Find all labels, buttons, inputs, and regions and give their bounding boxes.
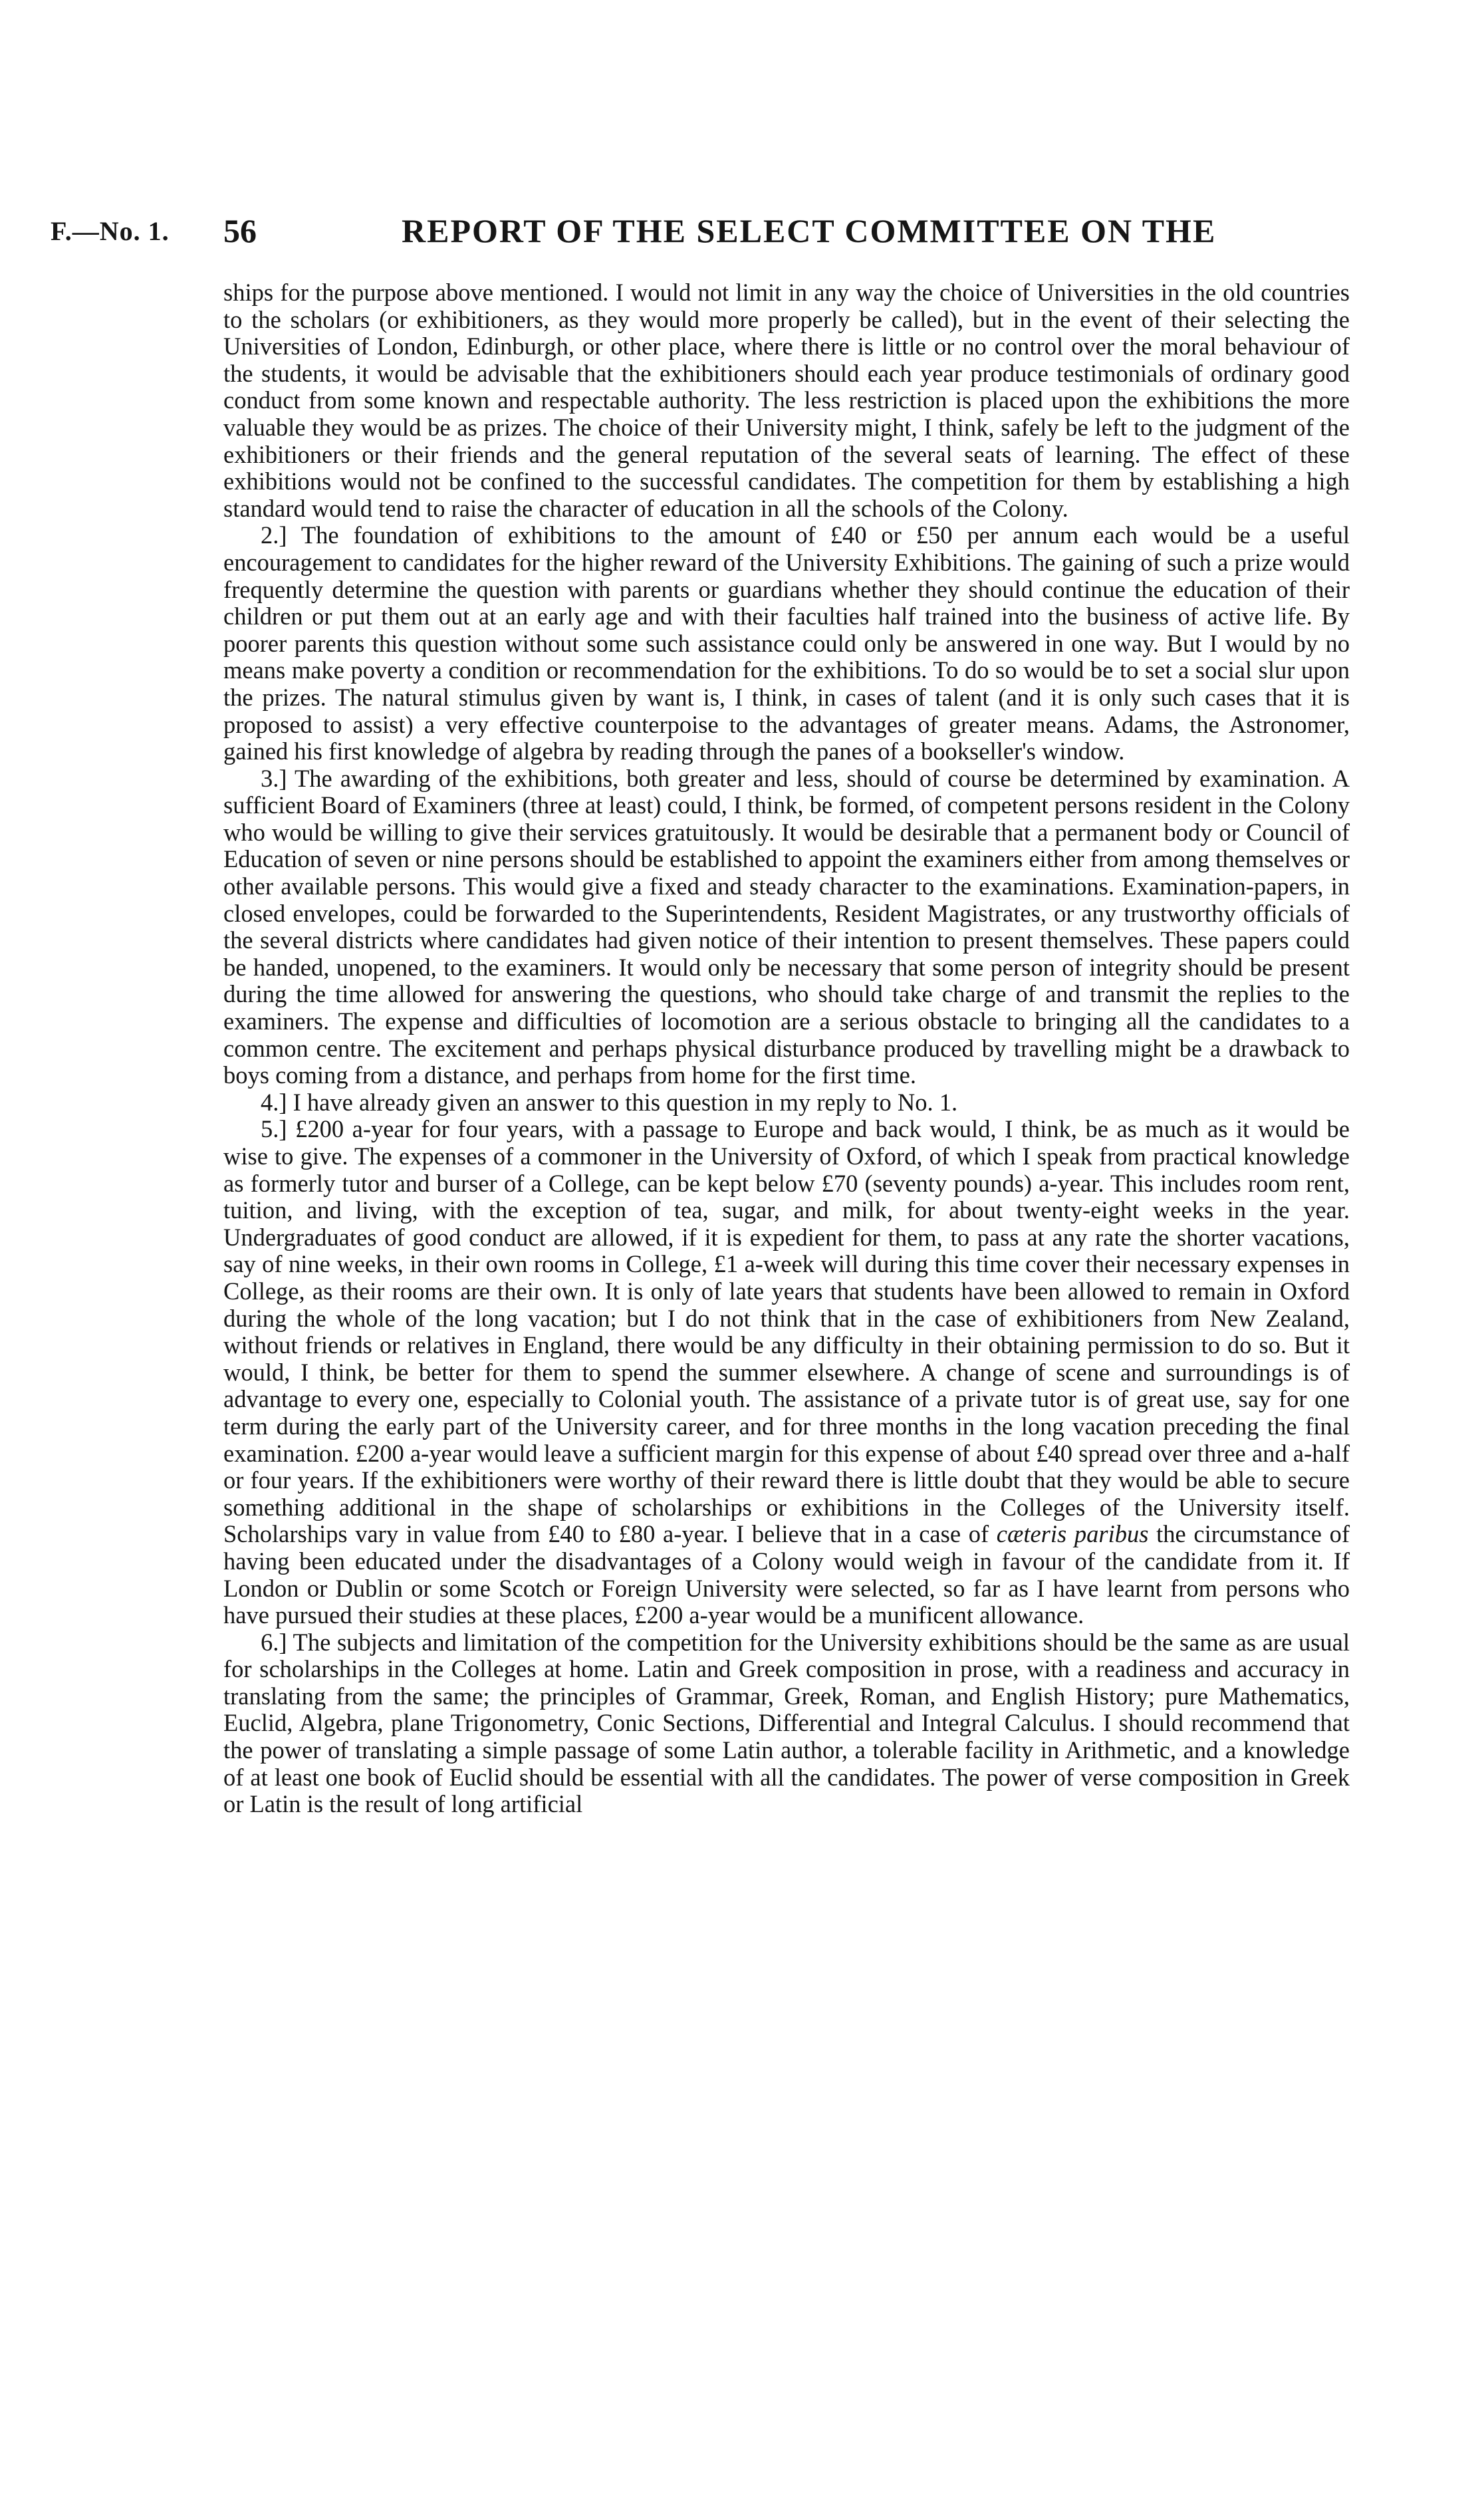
body-text: [223, 279, 1350, 1818]
paragraph-text: The subjects and limitation of the competition for the University exhibitions should be the same as are usual for scholarships in the Colleges at home. Latin and Greek composition in prose, with a readiness and accuracy in translating from the same; the principles of Grammar, Greek, Roman, and English History; pure Mathematics, Euclid, Algebra, plane Trigonometry, Conic Sections, Differential and Integral Calculus. I should recommend that the power of translating a simple passage of some Latin author, a tolerable facility in Arithmetic, and a knowledge of at least one book of Euclid should be essential with all the candidates. The power of verse composition in Greek or Latin is the result of long artificial: [223, 1628, 1350, 1818]
paragraph-number: 4.]: [261, 1088, 287, 1116]
paper-reference: F.—No. 1.: [51, 216, 170, 246]
paragraph-text: I have already given an answer to this question in my reply to No. 1.: [293, 1088, 958, 1116]
running-title: REPORT OF THE SELECT COMMITTEE ON THE: [402, 212, 1217, 249]
paragraph-number: 6.]: [261, 1628, 287, 1656]
paragraph-5: [223, 1116, 1350, 1629]
page-number: 56: [223, 212, 257, 249]
latin-phrase: cæteris paribus: [996, 1520, 1149, 1548]
paragraph-6: [223, 1629, 1350, 1818]
paragraph-text: The foundation of exhibitions to the amount of £40 or £50 per annum each would be a useful encouragement to candidates for the higher reward of the University Exhibitions. The gaining of such a prize would frequently determine the question with parents or guardians whether they should continue the education of their children or put them out at an early age and with their faculties half trained into the business of active life. By poorer parents this question without some such assistance could only be answered in one way. But I would by no means make poverty a condition or recommendation for the exhibitions. To do so would be to set a social slur upon the prizes. The natural stimulus given by want is, I think, in cases of talent (and it is only such cases that it is proposed to assist) a very effective counterpoise to the advantages of greater means. Adams, the Astronomer, gained his first knowledge of algebra by reading through the panes of a bookseller's window.: [223, 521, 1350, 765]
paragraph-number: 5.]: [261, 1115, 287, 1143]
paragraph-3: [223, 765, 1350, 1089]
paragraph-2: [223, 522, 1350, 765]
page-header: [51, 211, 1380, 254]
paragraph-4: [223, 1089, 1350, 1117]
paragraph-text-continued: the circumstance of having been educated under the disadvantages of a Colony would weigh in favour of the candidate from it. If London or Dublin or some Scotch or Foreign University were selected, so far as I have learnt from persons who have pursued their studies at these places, £200 a-year would be a munificent allowance.: [223, 1520, 1350, 1629]
paragraph-1: [223, 279, 1350, 522]
paragraph-text: The awarding of the exhibitions, both greater and less, should of course be determined by examination. A sufficient Board of Examiners (three at least) could, I think, be formed, of competent persons resident in the Colony who would be willing to give their services gratuitously. It would be desirable that a permanent body or Council of Education of seven or nine persons should be established to appoint the examiners either from among themselves or other available persons. This would give a fixed and steady character to the examinations. Examination-papers, in closed envelopes, could be forwarded to the Superintendents, Resident Magistrates, or any trustworthy officials of the several districts where candidates had given notice of their intention to present themselves. These papers could be handed, unopened, to the examiners. It would only be necessary that some person of integrity should be present during the time allowed for answering the questions, who should take charge of and transmit the replies to the examiners. The expense and difficulties of locomotion are a serious obstacle to bringing all the candidates to a common centre. The excitement and perhaps physical disturbance produced by travelling might be a drawback to boys coming from a distance, and perhaps from home for the first time.: [223, 764, 1350, 1089]
paragraph-number: 2.]: [261, 521, 287, 549]
paragraph-text: ships for the purpose above mentioned. I would not limit in any way the choice of Universities in the old countries to the scholars (or exhibitioners, as they would more properly be called), but in the event of their selecting the Universities of London, Edinburgh, or other place, where there is little or no control over the moral behaviour of the students, it would be advisable that the exhibitioners should each year produce testimonials of ordinary good conduct from some known and respectable authority. The less restriction is placed upon the exhibitions the more valuable they would be as prizes. The choice of their University might, I think, safely be left to the judgment of the exhibitioners or their friends and the general reputation of the several seats of learning. The effect of these exhibitions would not be confined to the successful candidates. The competition for them by establishing a high standard would tend to raise the character of education in all the schools of the Colony.: [223, 279, 1350, 522]
paragraph-number: 3.]: [261, 764, 287, 792]
paragraph-text: £200 a-year for four years, with a passage to Europe and back would, I think, be as much as it would be wise to give. The expenses of a commoner in the University of Oxford, of which I speak from practical knowledge as formerly tutor and burser of a College, can be kept below £70 (seventy pounds) a-year. This includes room rent, tuition, and living, with the exception of tea, sugar, and milk, for about twenty-eight weeks in the year. Undergraduates of good conduct are allowed, if it is expedient for them, to pass at any rate the shorter vacations, say of nine weeks, in their own rooms in College, £1 a-week will during this time cover their necessary expenses in College, as their rooms are their own. It is only of late years that students have been allowed to remain in Oxford during the whole of the long vacation; but I do not think that in the case of exhibitioners from New Zealand, without friends or relatives in England, there would be any difficulty in their obtaining permission to do so. But it would, I think, be better for them to spend the summer elsewhere. A change of scene and surroundings is of advantage to every one, especially to Colonial youth. The assistance of a private tutor is of great use, say for one term during the early part of the University career, and for three months in the long vacation preceding the final examination. £200 a-year would leave a sufficient margin for this expense of about £40 spread over three and a-half or four years. If the exhibitioners were worthy of their reward there is little doubt that they would be able to secure something additional in the shape of scholarships or exhibitions in the Colleges of the University itself. Scholarships vary in value from £40 to £80 a-year. I believe that in a case of: [223, 1115, 1350, 1548]
